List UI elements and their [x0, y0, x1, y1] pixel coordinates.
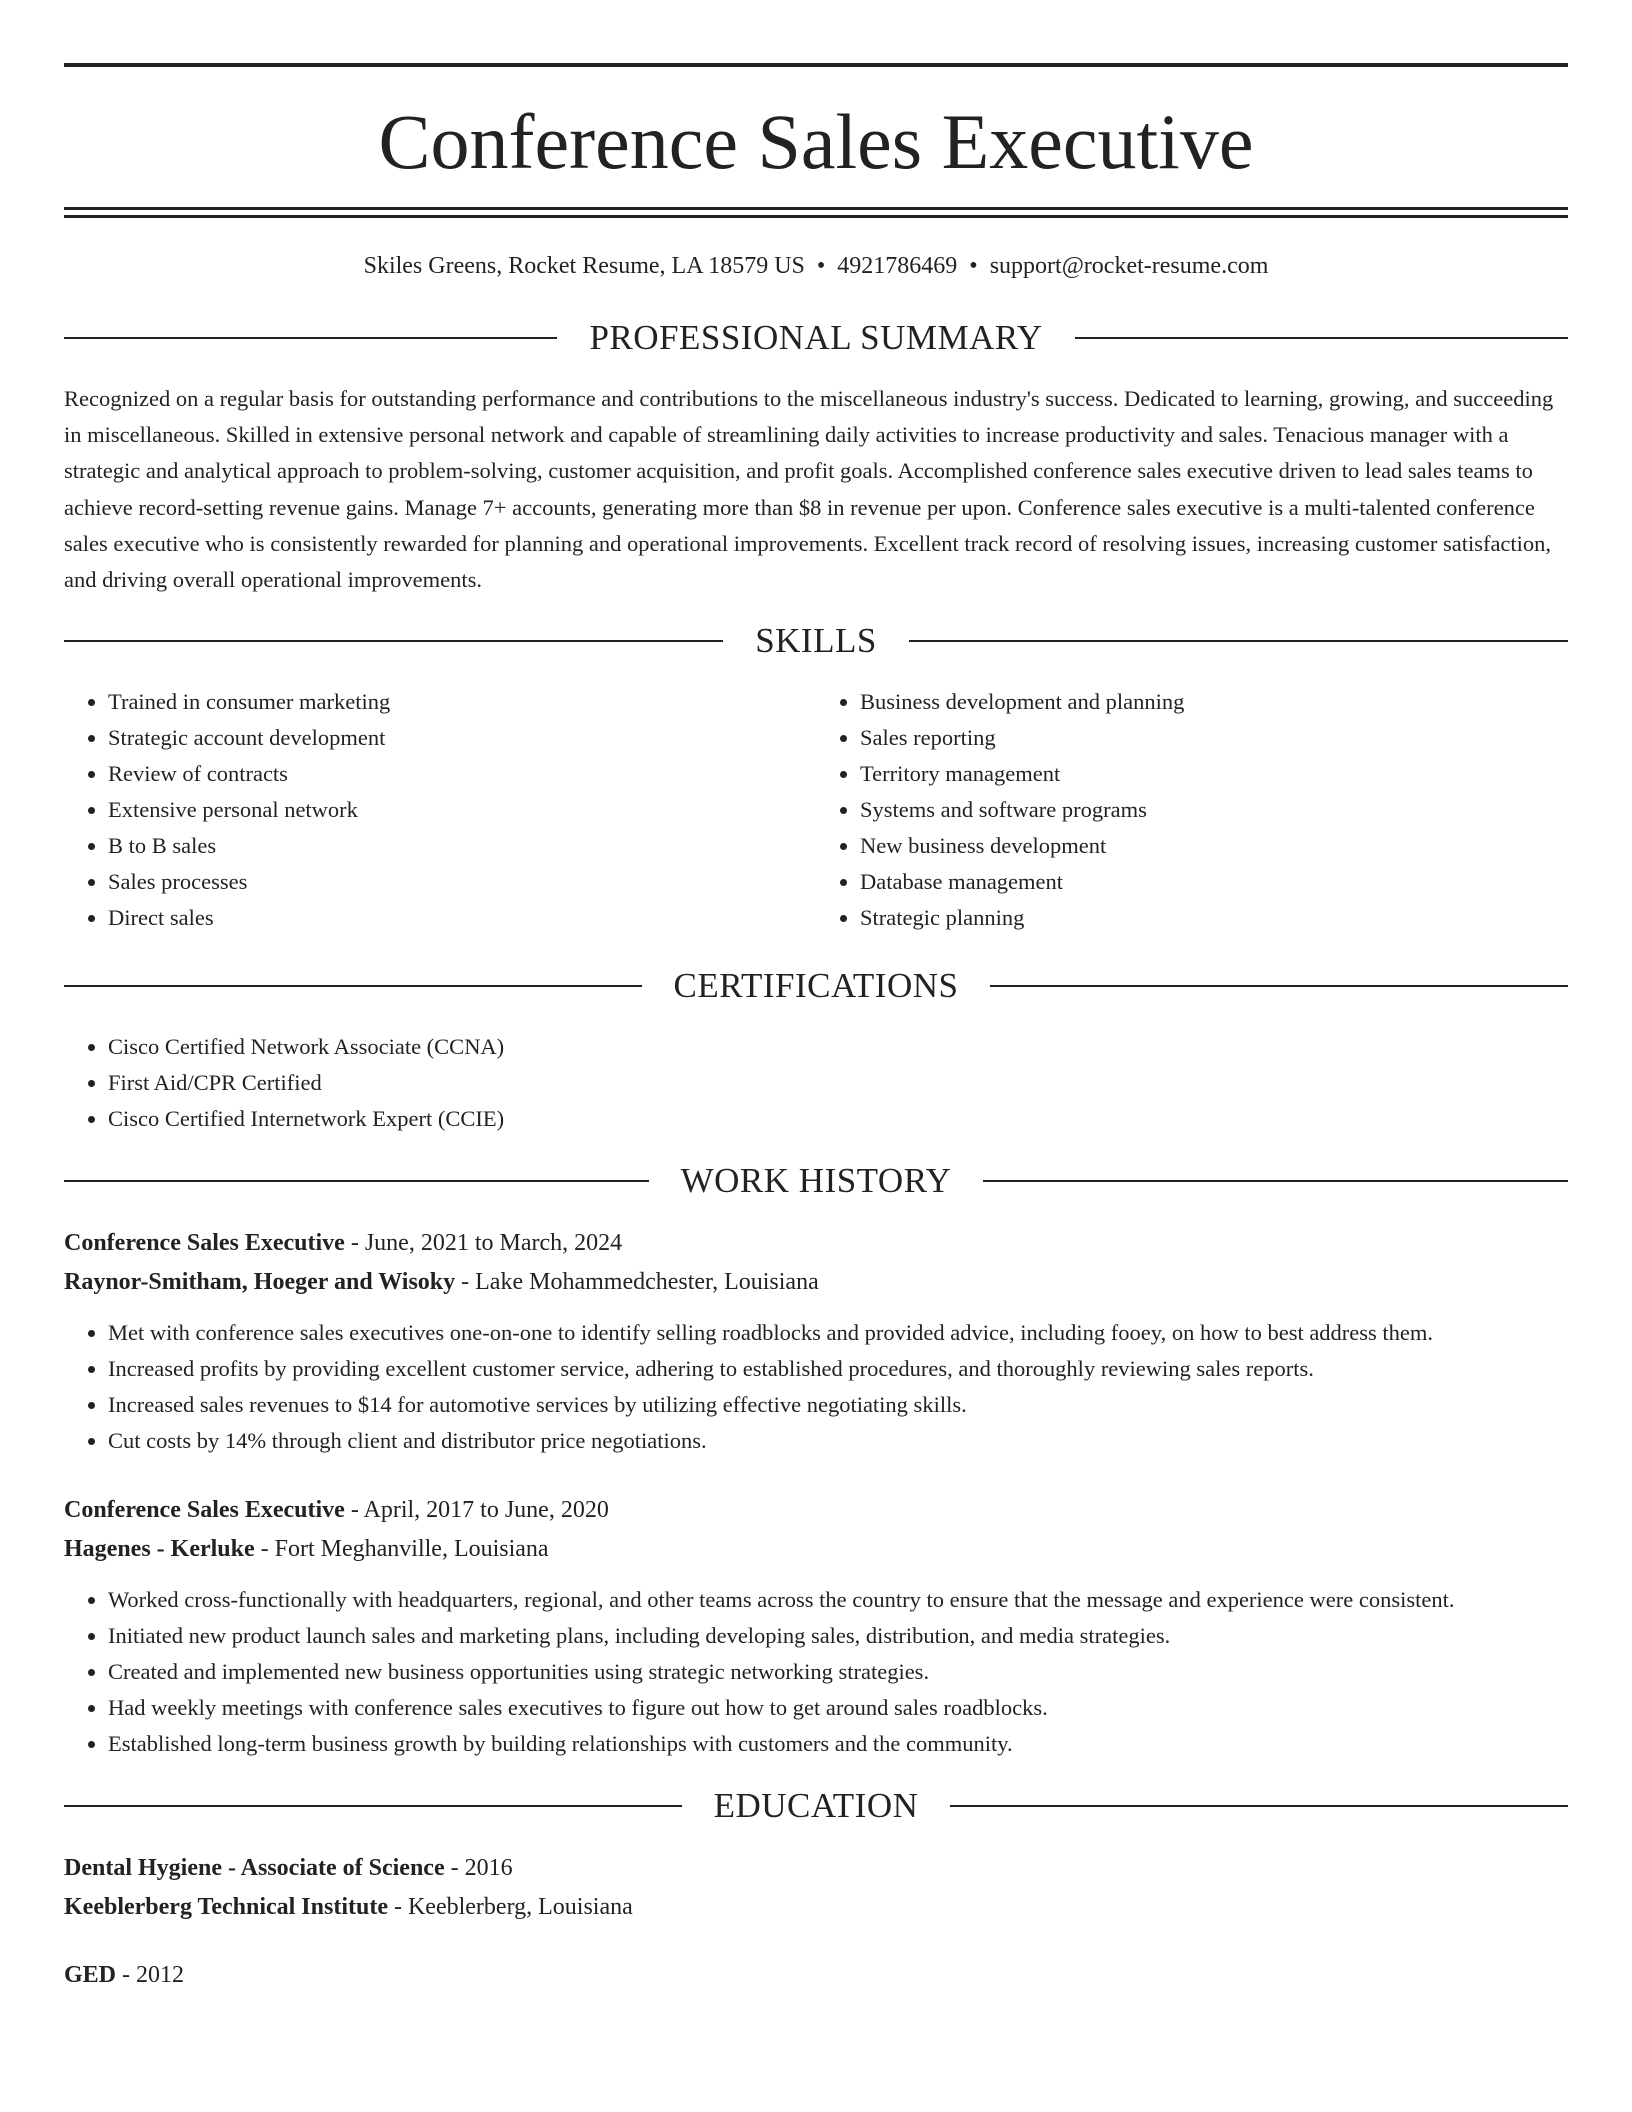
- job-title: Conference Sales Executive: [64, 1497, 345, 1524]
- certification-item: • Cisco Certified Internetwork Expert (CCIE): [108, 1101, 1568, 1137]
- education-entry: [64, 1956, 1568, 1995]
- certifications-list: [64, 1029, 1568, 1137]
- skills-column-right: [816, 684, 1568, 936]
- education-degree: Dental Hygiene - Associate of Science: [64, 1855, 445, 1882]
- job-company: Raynor-Smitham, Hoeger and Wisoky: [64, 1269, 456, 1296]
- section-rule: [1075, 337, 1568, 339]
- section-rule: [950, 1805, 1568, 1807]
- skill-item: • Business development and planning: [860, 684, 1568, 720]
- skill-item: • Systems and software programs: [860, 792, 1568, 828]
- skill-item: • Extensive personal network: [108, 792, 816, 828]
- skill-item: • B to B sales: [108, 828, 816, 864]
- section-title: EDUCATION: [713, 1786, 919, 1826]
- section-rule: [983, 1180, 1568, 1182]
- job-company-line: [64, 1263, 1568, 1302]
- summary-text: Recognized on a regular basis for outstanding performance and contributions to the miscellaneous industry's success. Dedicated to learning, growing, and succeeding in miscellaneous. Skilled in extensive personal network and capable of streamlining daily activities to increase productivity and sales. Tenacious manager with a strategic and analytical approach to problem-solving, customer acquisition, and profit goals. Accomplished conference sales executive driven to lead sales teams to achieve record-setting revenue gains. Manage 7+ accounts, generating more than $8 in revenue per upon. Conference sales executive is a multi-talented conference sales executive who is consistently rewarded for planning and operational improvements. Excellent track record of resolving issues, increasing customer satisfaction, and driving overall operational improvements.: [64, 386, 1554, 593]
- title-top-rule: [64, 63, 1568, 67]
- job-entry: [64, 1224, 1568, 1459]
- section-rule: [990, 985, 1568, 987]
- job-bullet: • Met with conference sales executives one-on-one to identify selling roadblocks and provided advice, including fooey, on how to best address them.: [108, 1315, 1568, 1351]
- contact-address: Skiles Greens, Rocket Resume, LA 18579 US: [363, 253, 805, 279]
- skills-list: [64, 684, 1568, 936]
- certification-item: • First Aid/CPR Certified: [108, 1065, 1568, 1101]
- skill-item: • Sales reporting: [860, 720, 1568, 756]
- contact-line: [64, 249, 1568, 283]
- job-bullet: • Increased sales revenues to $14 for automotive services by utilizing effective negotiating skills.: [108, 1387, 1568, 1423]
- education-degree-line: [64, 1849, 1568, 1888]
- contact-email: support@rocket-resume.com: [989, 253, 1269, 279]
- job-bullet: • Increased profits by providing excellent customer service, adhering to established procedures, and thoroughly reviewing sales reports.: [108, 1351, 1568, 1387]
- job-company: Hagenes - Kerluke: [64, 1536, 255, 1563]
- section-rule: [64, 337, 557, 339]
- job-entry: [64, 1491, 1568, 1762]
- job-bullet: • Established long-term business growth by building relationships with customers and the community.: [108, 1726, 1568, 1762]
- education-entry: [64, 1849, 1568, 1927]
- section-title: WORK HISTORY: [680, 1161, 952, 1201]
- section-rule: [64, 1180, 649, 1182]
- job-bullet: • Cut costs by 14% through client and distributor price negotiations.: [108, 1423, 1568, 1459]
- job-company-line: [64, 1530, 1568, 1569]
- skills-column-left: [64, 684, 816, 936]
- job-title: Conference Sales Executive: [64, 1230, 345, 1257]
- education-year: - 2016: [444, 1855, 513, 1882]
- section-title: CERTIFICATIONS: [673, 966, 959, 1006]
- job-title-line: [64, 1224, 1568, 1263]
- section-header-work-history: [64, 1160, 1568, 1202]
- skill-item: • Review of contracts: [108, 756, 816, 792]
- section-header-education: [64, 1785, 1568, 1827]
- skill-item: • Trained in consumer marketing: [108, 684, 816, 720]
- job-dates: - April, 2017 to June, 2020: [344, 1497, 609, 1524]
- section-header-summary: [64, 317, 1568, 359]
- title-bottom-rule: [64, 207, 1568, 218]
- education-degree: GED: [64, 1962, 117, 1989]
- education-school: Keeblerberg Technical Institute: [64, 1894, 388, 1921]
- skill-item: • Database management: [860, 864, 1568, 900]
- skill-item: • Sales processes: [108, 864, 816, 900]
- job-location: - Lake Mohammedchester, Louisiana: [455, 1269, 819, 1296]
- job-bullet: • Created and implemented new business opportunities using strategic networking strategies.: [108, 1654, 1568, 1690]
- job-bullet: • Worked cross-functionally with headquarters, regional, and other teams across the country to ensure that the message and experience were consistent.: [108, 1582, 1568, 1618]
- section-title: SKILLS: [755, 621, 877, 661]
- section-header-certifications: [64, 965, 1568, 1007]
- contact-separator: •: [969, 253, 978, 279]
- job-bullet: • Initiated new product launch sales and marketing plans, including developing sales, distribution, and media strategies.: [108, 1618, 1568, 1654]
- skill-item: • Strategic planning: [860, 900, 1568, 936]
- skill-item: • Direct sales: [108, 900, 816, 936]
- certification-item: • Cisco Certified Network Associate (CCNA): [108, 1029, 1568, 1065]
- section-rule: [64, 1805, 682, 1807]
- education-year: - 2012: [116, 1962, 185, 1989]
- contact-phone: 4921786469: [837, 253, 958, 279]
- education-school-line: [64, 1888, 1568, 1927]
- resume-title: Conference Sales Executive: [378, 98, 1254, 185]
- job-title-line: [64, 1491, 1568, 1530]
- section-title: PROFESSIONAL SUMMARY: [589, 318, 1043, 357]
- section-header-skills: [64, 620, 1568, 662]
- education-location: - Keeblerberg, Louisiana: [387, 1894, 633, 1921]
- resume-page: [64, 0, 1568, 1995]
- skill-item: • Territory management: [860, 756, 1568, 792]
- skill-item: • Strategic account development: [108, 720, 816, 756]
- section-rule: [64, 640, 723, 642]
- job-bullets: [64, 1582, 1568, 1762]
- section-rule: [909, 640, 1568, 642]
- job-bullet: • Had weekly meetings with conference sales executives to figure out how to get around sales roadblocks.: [108, 1690, 1568, 1726]
- skill-item: • New business development: [860, 828, 1568, 864]
- section-rule: [64, 985, 642, 987]
- job-dates: - June, 2021 to March, 2024: [344, 1230, 623, 1257]
- education-degree-line: [64, 1956, 1568, 1995]
- job-bullets: [64, 1315, 1568, 1459]
- contact-separator: •: [816, 253, 826, 279]
- job-location: - Fort Meghanville, Louisiana: [254, 1536, 549, 1563]
